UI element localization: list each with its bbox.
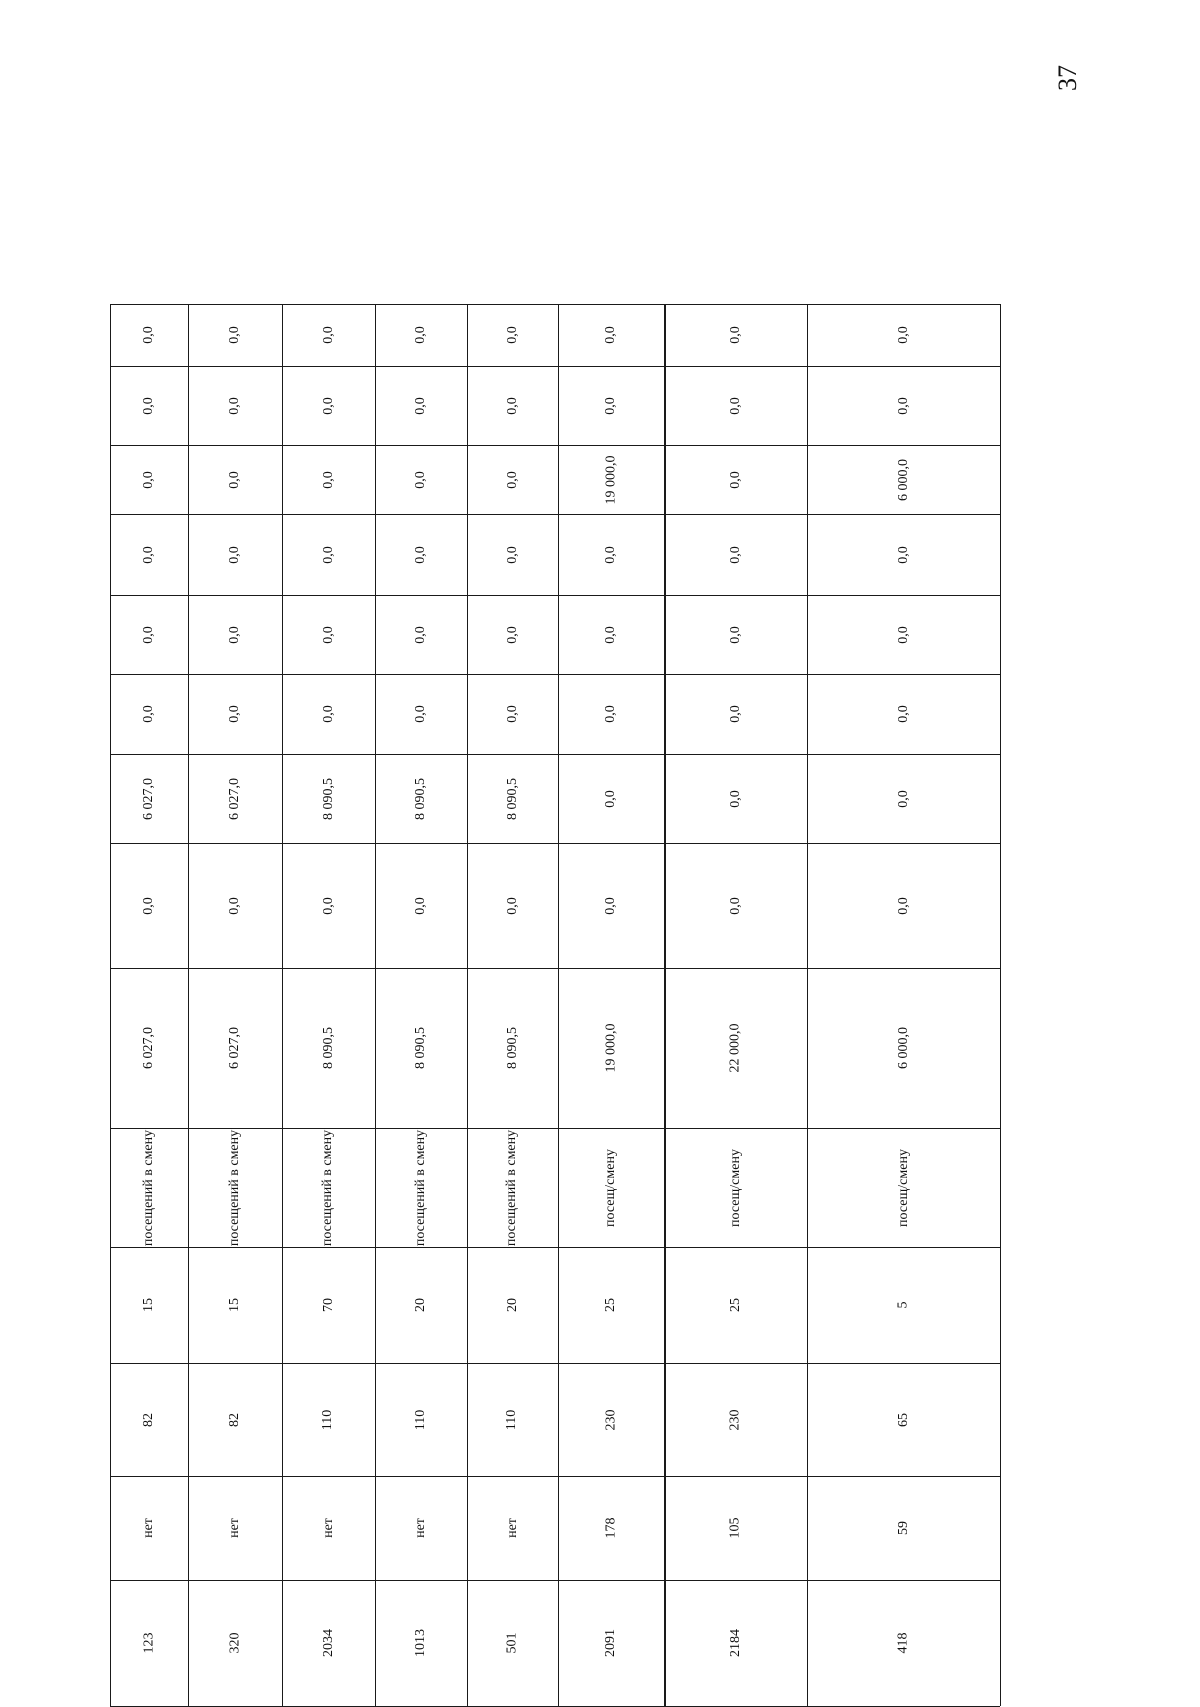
table-cell [188, 674, 282, 754]
table-cell-text: 0,0 [141, 705, 156, 723]
table-cell-text: 0,0 [504, 396, 520, 415]
table-cell-text: посещений в смену [320, 1129, 336, 1246]
table-cell-text: 6 027,0 [141, 777, 156, 820]
table-cell [282, 754, 375, 843]
table-cell-text: 110 [412, 1409, 428, 1430]
table-cell [375, 1247, 467, 1363]
table-cell-text: 418 [895, 1632, 911, 1654]
table-cell-text: 0,0 [320, 545, 336, 564]
table-cell [188, 514, 282, 595]
table-cell [110, 514, 188, 595]
table-cell-text: 8 090,5 [320, 777, 336, 820]
table-cell-text: нет [412, 1518, 428, 1538]
table-cell [467, 674, 558, 754]
table-cell [807, 1128, 1000, 1247]
table-cell-text: 82 [141, 1412, 156, 1427]
table-cell-text: 8 090,5 [320, 1027, 336, 1069]
table-cell-text: 0,0 [895, 545, 911, 564]
table-cell-text: 0,0 [320, 326, 336, 344]
table-cell-text: посещений в смену [141, 1129, 156, 1246]
table-cell-text: 0,0 [413, 326, 428, 344]
table-cell [558, 1128, 664, 1247]
table-cell-text: 0,0 [603, 705, 618, 723]
table-cell [110, 445, 188, 514]
table-cell-text: 0,0 [895, 326, 911, 344]
table-cell [375, 366, 467, 445]
table-cell [807, 366, 1000, 445]
table-cell [664, 514, 807, 595]
table-cell [467, 1476, 558, 1580]
table-cell [188, 366, 282, 445]
table-cell-text: 22 000,0 [727, 1023, 743, 1073]
table-cell-text: 0,0 [727, 326, 743, 344]
table-cell [664, 968, 807, 1128]
table-cell [467, 1128, 558, 1247]
table-cell-text: 0,0 [413, 396, 428, 415]
table-cell [282, 514, 375, 595]
table-cell-text: 110 [320, 1409, 336, 1430]
table-cell-text: 8 090,5 [413, 1027, 428, 1069]
table-cell [664, 1247, 807, 1363]
table-cell [110, 595, 188, 674]
table-cell [110, 1580, 188, 1706]
table-cell-text: 501 [504, 1632, 520, 1654]
table-cell-text: 320 [227, 1632, 242, 1654]
table-cell [282, 445, 375, 514]
table-cell [467, 304, 558, 366]
table-cell [558, 366, 664, 445]
table-cell [558, 304, 664, 366]
table-cell [110, 1128, 188, 1247]
table-cell-text: 0,0 [727, 545, 743, 564]
table-cell [664, 1580, 807, 1706]
table-cell [375, 445, 467, 514]
table-cell-text: 0,0 [895, 896, 911, 915]
table-cell-text: нет [504, 1518, 520, 1538]
table-cell [375, 1476, 467, 1580]
table-cell-text: 0,0 [895, 396, 911, 415]
table-cell-text: 0,0 [227, 896, 242, 915]
table-cell [188, 1363, 282, 1476]
table-cell-text: 0,0 [504, 545, 520, 564]
table-cell-text: 8 090,5 [504, 1027, 520, 1069]
table-cell [664, 754, 807, 843]
table-cell-text: 0,0 [227, 326, 242, 344]
table-cell-text: 0,0 [141, 396, 156, 415]
table-cell [807, 843, 1000, 968]
table-cell [110, 304, 188, 366]
table-cell-text: 6 027,0 [227, 1027, 242, 1069]
table-cell [188, 595, 282, 674]
table-cell-text: 6 000,0 [895, 1027, 911, 1069]
table-cell [282, 595, 375, 674]
table-cell-text: 5 [895, 1301, 911, 1309]
table-cell [664, 1476, 807, 1580]
table-cell [807, 1363, 1000, 1476]
table-cell [110, 968, 188, 1128]
table-cell [188, 1247, 282, 1363]
table-cell [558, 968, 664, 1128]
table-cell-text: 0,0 [320, 705, 336, 723]
table-cell-text: 82 [227, 1412, 242, 1427]
table-cell [664, 595, 807, 674]
table-cell-text: 0,0 [141, 896, 156, 915]
table-cell [188, 304, 282, 366]
table-cell-text: 0,0 [603, 625, 618, 644]
table-cell [558, 1363, 664, 1476]
table-cell [558, 843, 664, 968]
table-cell [807, 754, 1000, 843]
table-cell [282, 366, 375, 445]
table-cell-text: 2034 [320, 1629, 336, 1657]
table-cell-text: 0,0 [413, 625, 428, 644]
table-cell [188, 1128, 282, 1247]
table-cell [282, 304, 375, 366]
table-cell [558, 754, 664, 843]
table-cell [188, 843, 282, 968]
table-cell [467, 514, 558, 595]
table-cell [664, 366, 807, 445]
table-cell [807, 595, 1000, 674]
table-cell-text: 0,0 [504, 705, 520, 723]
table-cell-text: 15 [227, 1298, 242, 1312]
table-cell-text: 230 [727, 1409, 743, 1430]
table-cell-text: 0,0 [727, 705, 743, 723]
table-cell [110, 366, 188, 445]
table-cell [807, 1580, 1000, 1706]
table-cell [807, 674, 1000, 754]
table-cell-text: 123 [141, 1632, 156, 1654]
table-cell [558, 514, 664, 595]
table-cell-text: 70 [320, 1298, 336, 1312]
table-cell-text: 0,0 [413, 705, 428, 723]
table-cell-text: 2184 [727, 1629, 743, 1657]
table-cell [664, 843, 807, 968]
table-cell [375, 595, 467, 674]
table-cell [188, 754, 282, 843]
table-cell [375, 1363, 467, 1476]
table-cell [807, 1247, 1000, 1363]
table-cell [282, 674, 375, 754]
table-cell-text: 0,0 [141, 470, 156, 489]
table-cell-text: 0,0 [727, 625, 743, 644]
table-cell-text: 59 [895, 1521, 911, 1535]
table-cell [188, 1476, 282, 1580]
table-cell-text: 0,0 [413, 470, 428, 489]
table-cell [110, 843, 188, 968]
table-cell-text: посещ/смену [602, 1148, 618, 1227]
table-cell [375, 674, 467, 754]
table-cell [558, 1476, 664, 1580]
table-cell [282, 1580, 375, 1706]
table-cell [282, 968, 375, 1128]
table-cell [807, 968, 1000, 1128]
table-cell-text: 1013 [413, 1629, 428, 1657]
table-cell [282, 1128, 375, 1247]
table-cell-text: 0,0 [227, 396, 242, 415]
table-cell [282, 1247, 375, 1363]
table-cell-text: 0,0 [227, 545, 242, 564]
table-cell [110, 674, 188, 754]
table-cell [375, 1128, 467, 1247]
table-cell-text: нет [226, 1518, 242, 1538]
table-cell [467, 968, 558, 1128]
table-cell [664, 1128, 807, 1247]
table-cell-text: 0,0 [227, 705, 242, 723]
table-cell-text: посещ/смену [895, 1148, 911, 1227]
table-cell [110, 754, 188, 843]
table-cell-text: 19 000,0 [603, 1023, 618, 1073]
table-cell [664, 674, 807, 754]
table-cell-text: 0,0 [504, 625, 520, 644]
table-cell-text: 0,0 [227, 625, 242, 644]
table-cell [375, 843, 467, 968]
table-cell-text: нет [320, 1518, 336, 1538]
table-cell [467, 1363, 558, 1476]
table-cell-text: 8 090,5 [504, 777, 520, 820]
rotated-data-table [110, 304, 1000, 1706]
table-cell-text: 0,0 [727, 789, 743, 808]
table-cell [664, 445, 807, 514]
table-cell [558, 595, 664, 674]
table-cell-text: 105 [727, 1517, 743, 1539]
table-cell-text: 0,0 [603, 396, 618, 415]
table-cell-text: 110 [504, 1409, 520, 1430]
table-cell [282, 843, 375, 968]
table-cell-text: 0,0 [895, 625, 911, 644]
table-cell-text: 0,0 [320, 396, 336, 415]
table-cell-text: 20 [504, 1298, 520, 1312]
table-cell [110, 1247, 188, 1363]
table-cell [188, 968, 282, 1128]
table-cell [467, 445, 558, 514]
table-cell [807, 514, 1000, 595]
table-cell [375, 304, 467, 366]
table-cell [375, 968, 467, 1128]
table-cell [467, 1580, 558, 1706]
table-cell-text: 65 [895, 1412, 911, 1427]
table-cell [664, 1363, 807, 1476]
table-cell-text: 0,0 [141, 545, 156, 564]
table-cell-text: 0,0 [320, 896, 336, 915]
table-cell [467, 754, 558, 843]
table-cell-text: 6 027,0 [141, 1027, 156, 1069]
table-cell-text: 0,0 [141, 326, 156, 344]
table-cell-text: 0,0 [413, 896, 428, 915]
table-cell-text: 0,0 [727, 470, 743, 489]
table-cell-text: 0,0 [603, 326, 618, 344]
table-cell-text: 0,0 [727, 896, 743, 915]
table-cell-text: 6 027,0 [227, 777, 242, 820]
table-cell-text: 20 [413, 1298, 428, 1312]
table-cell-text: 25 [603, 1298, 618, 1312]
table-cell [807, 1476, 1000, 1580]
table-cell-text: 0,0 [320, 470, 336, 489]
table-cell [375, 514, 467, 595]
table-cell-text: 178 [603, 1517, 618, 1539]
table-cell [807, 304, 1000, 366]
table-cell [110, 1476, 188, 1580]
table-cell [558, 1580, 664, 1706]
table-cell-text: посещ/смену [727, 1148, 743, 1227]
table-cell [807, 445, 1000, 514]
table-cell [467, 1247, 558, 1363]
table-cell-text: 0,0 [727, 396, 743, 415]
table-cell-text: 2091 [603, 1629, 618, 1657]
table-cell [188, 1580, 282, 1706]
table-cell-text: нет [140, 1518, 156, 1538]
table-cell [664, 304, 807, 366]
table-cell-text: 0,0 [504, 326, 520, 344]
table-cell-text: 15 [141, 1298, 156, 1312]
table-cell-text: 6 000,0 [895, 458, 911, 501]
table-cell-text: 25 [727, 1298, 743, 1312]
table-cell-text: посещений в смену [413, 1129, 428, 1246]
table-cell [558, 674, 664, 754]
table-cell-text: 0,0 [504, 470, 520, 489]
table-cell-text: 0,0 [413, 545, 428, 564]
table-cell-text: 19 000,0 [603, 455, 618, 504]
table-cell-text: посещений в смену [227, 1129, 242, 1246]
table-cell-text: 0,0 [320, 625, 336, 644]
table-cell-text: посещений в смену [504, 1129, 520, 1246]
table-cell [467, 843, 558, 968]
table-cell [558, 1247, 664, 1363]
table-cell-text: 0,0 [504, 896, 520, 915]
table-cell-text: 0,0 [603, 896, 618, 915]
table-cell [375, 754, 467, 843]
table-cell [467, 595, 558, 674]
table-cell-text: 0,0 [895, 705, 911, 723]
table-cell [282, 1363, 375, 1476]
table-cell [188, 445, 282, 514]
table-cell-text: 230 [603, 1409, 618, 1430]
table-rule-vertical [1000, 304, 1001, 1706]
page-number: 37 [1053, 65, 1082, 91]
table-cell [375, 1580, 467, 1706]
table-cell-text: 0,0 [603, 545, 618, 564]
table-cell-text: 0,0 [895, 789, 911, 808]
table-cell [558, 445, 664, 514]
table-cell-text: 0,0 [227, 470, 242, 489]
table-cell [467, 366, 558, 445]
table-cell-text: 0,0 [603, 789, 618, 808]
table-cell-text: 0,0 [141, 625, 156, 644]
table-cell [110, 1363, 188, 1476]
table-cell [282, 1476, 375, 1580]
table-cell-text: 8 090,5 [413, 777, 428, 820]
